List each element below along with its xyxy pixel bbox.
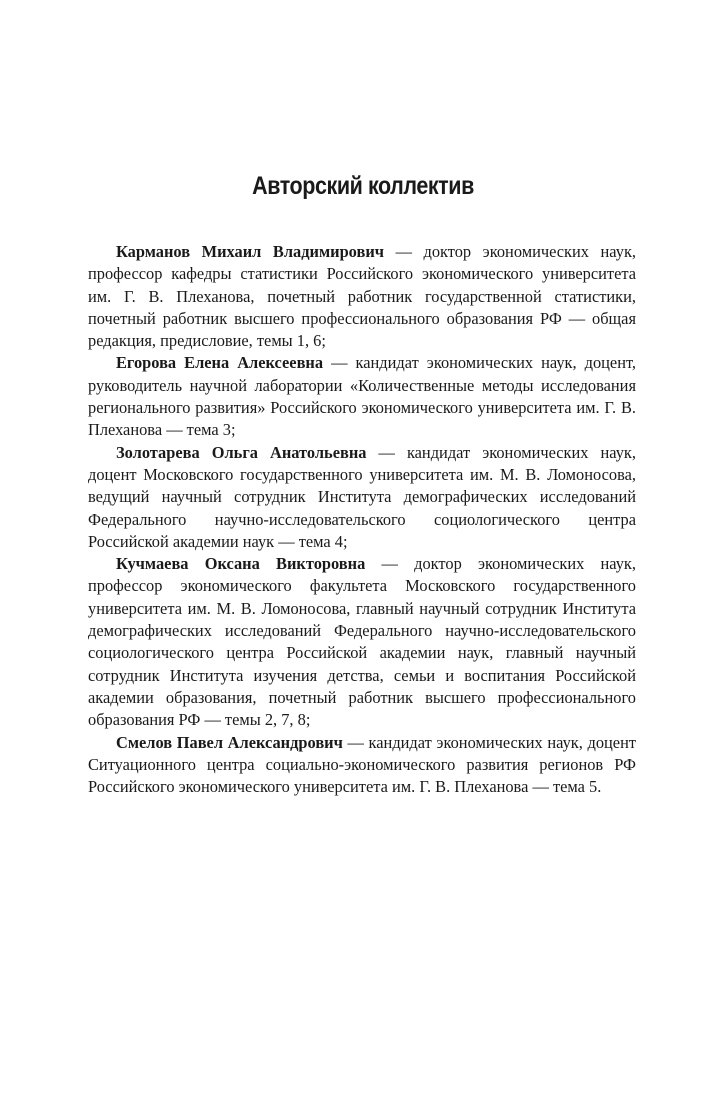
- author-name: Золотарева Ольга Анатольевна: [116, 442, 367, 462]
- author-entry: [88, 352, 636, 441]
- authors-list: [88, 241, 636, 798]
- author-description: — кандидат экономических наук, доцент Московского государственного университета им. М. В. Ломоносова, ведущий научный сотрудник Института демографических исследований Федерального научно-исследовательского социологического центра Российской академии наук — тема 4;: [88, 442, 636, 551]
- author-description: — доктор экономических наук, профессор кафедры статистики Российского экономического университета им. Г. В. Плеханова, почетный работник государственной статистики, почетный работник высшего профессионального образования РФ — общая редакция, предисловие, темы 1, 6;: [88, 242, 636, 351]
- author-entry: [88, 241, 636, 352]
- author-name: Егорова Елена Алексеевна: [116, 353, 324, 373]
- author-entry: [88, 732, 636, 799]
- author-entry: [88, 553, 636, 731]
- author-name: Карманов Михаил Владимирович: [116, 242, 385, 261]
- author-name: Кучмаева Оксана Викторовна: [116, 554, 366, 574]
- author-description: — доктор экономических наук, профессор экономического факультета Московского государственного университета им. М. В. Ломоносова, главный научный сотрудник Института демографических исследований Федерального научно-исследовательского социологического центра Российской академии наук, главный научный сотрудник Института изучения детства, семьи и воспитания Российской академии образования, почетный работник высшего профессионального образования РФ — темы 2, 7, 8;: [88, 554, 636, 730]
- author-entry: [88, 442, 636, 553]
- author-description: — кандидат экономических наук, доцент, руководитель научной лаборатории «Количественные методы исследования регионального развития» Российского экономического университета им. Г. В. Плеханова — тема 3;: [88, 353, 636, 440]
- author-description: — кандидат экономических наук, доцент Ситуационного центра социально-экономического развития регионов РФ Российского экономического университета им. Г. В. Плеханова — тема 5.: [88, 732, 637, 797]
- author-name: Смелов Павел Александрович: [116, 732, 343, 752]
- page-title: Авторский коллектив: [252, 172, 474, 200]
